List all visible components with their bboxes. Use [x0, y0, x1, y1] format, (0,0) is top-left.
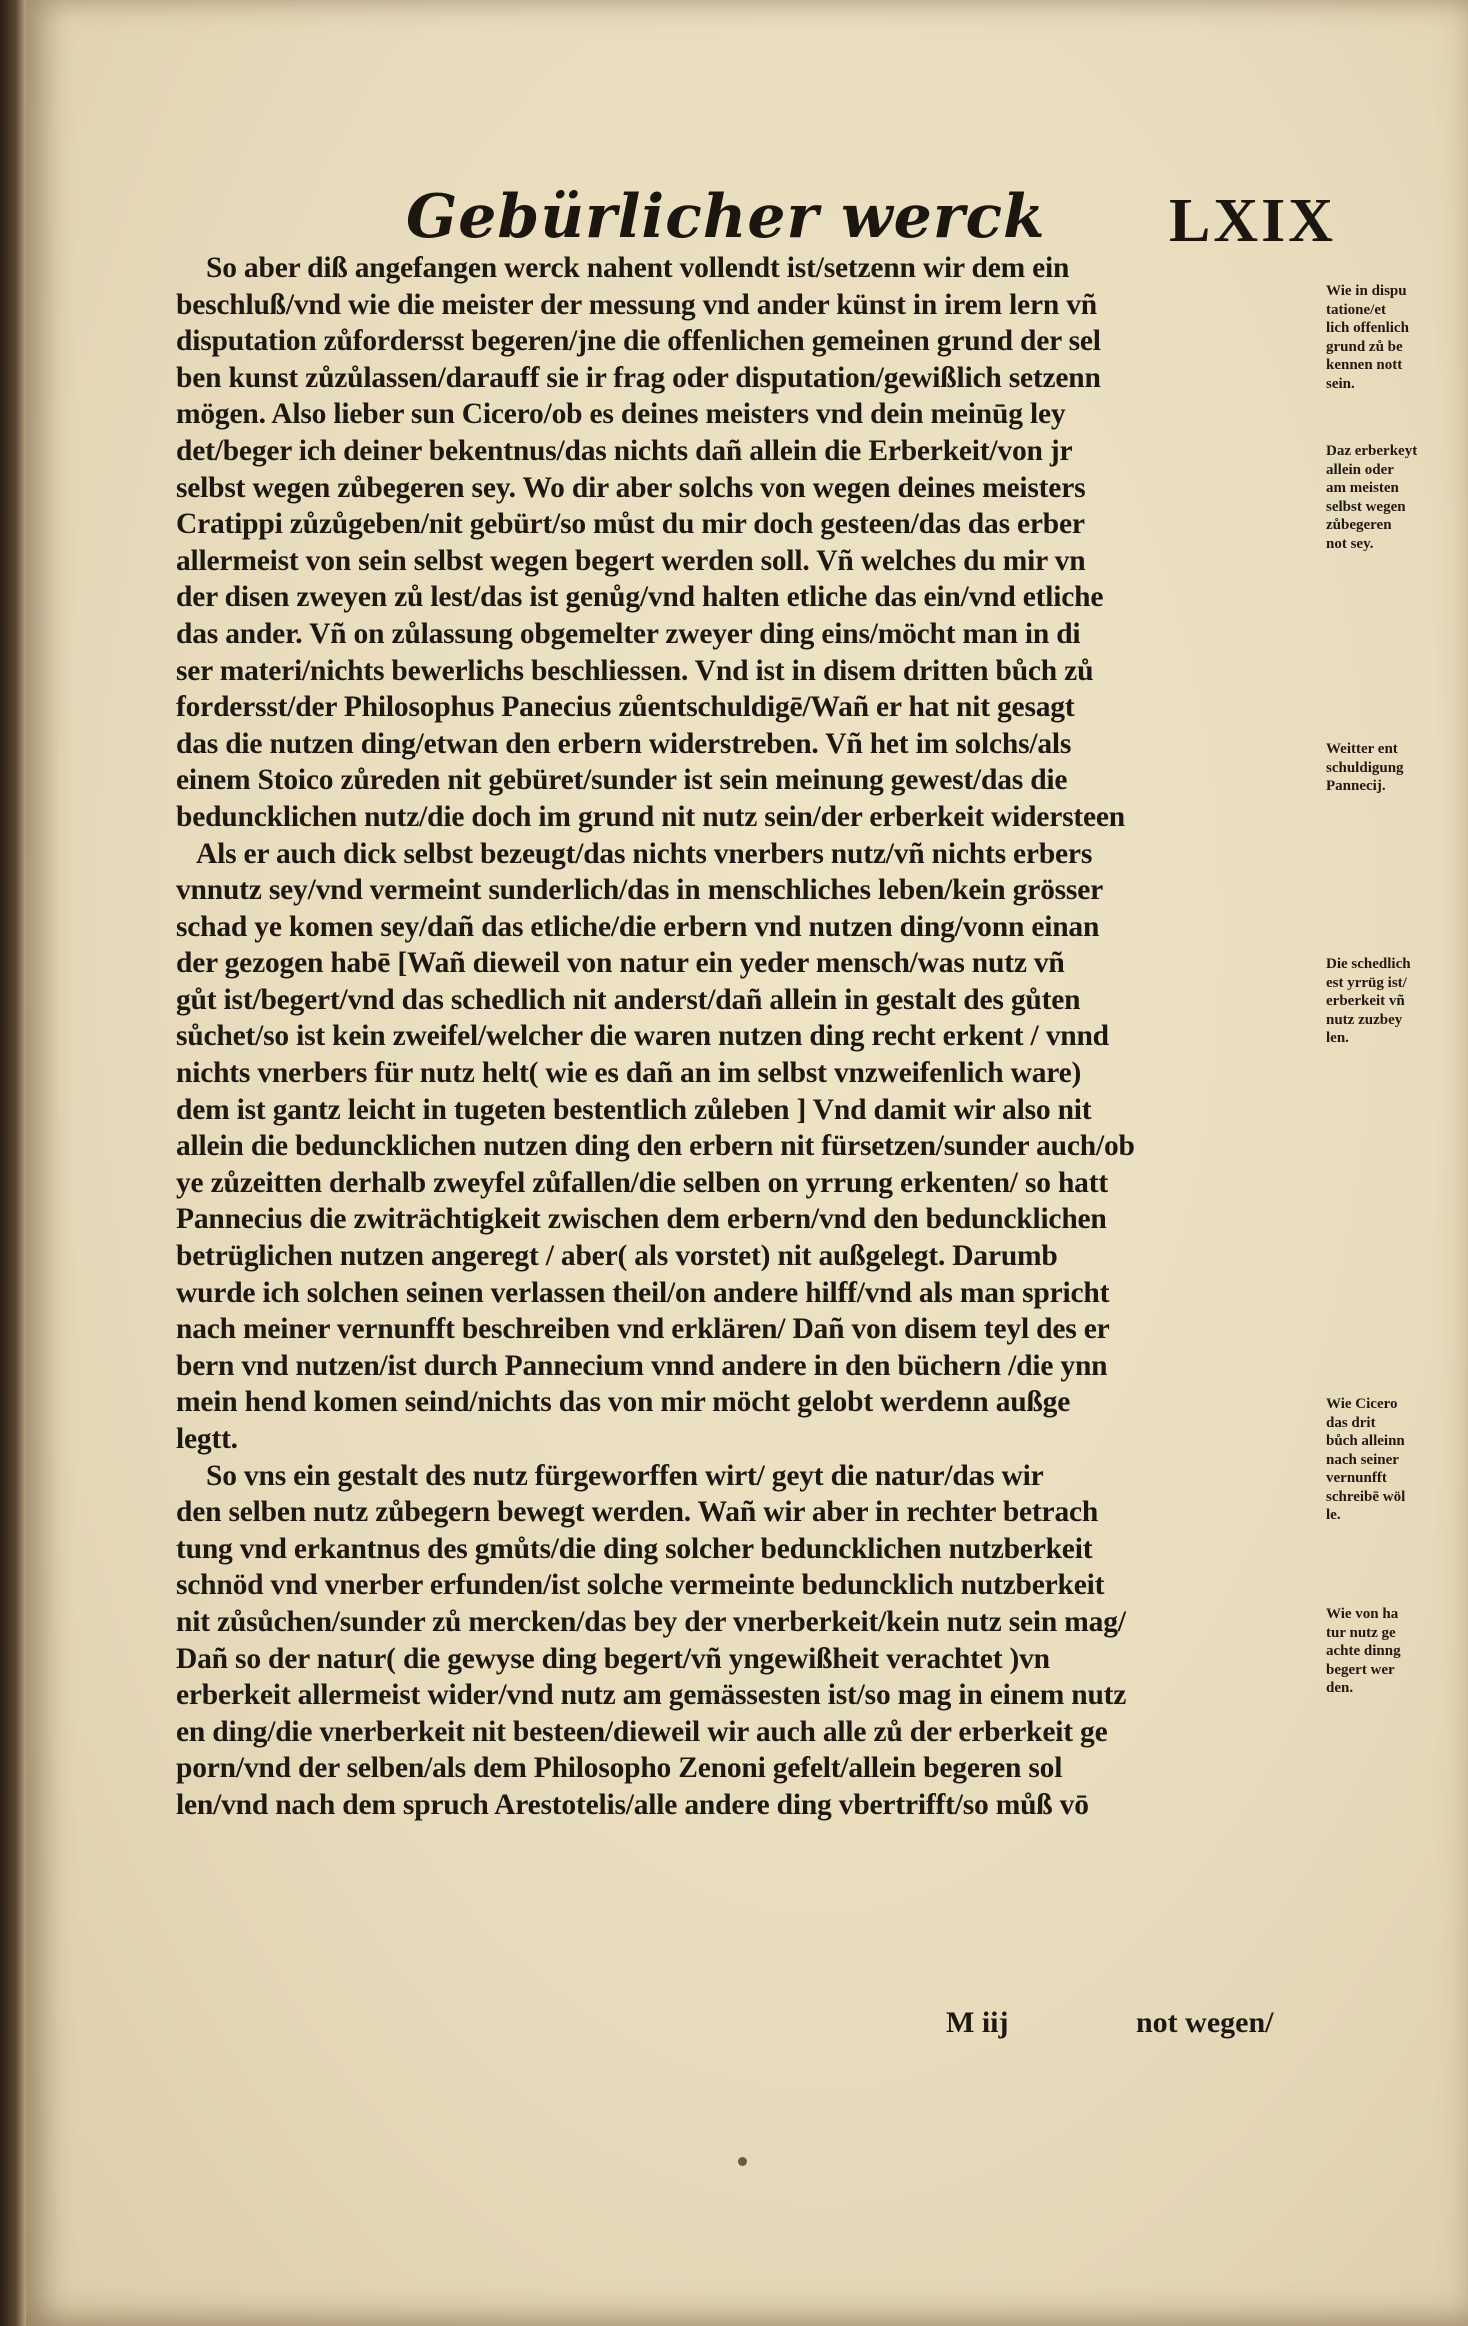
margin-note-line: lich offenlich: [1326, 320, 1409, 336]
margin-note-line: Weitter ent: [1326, 741, 1398, 757]
text-line: ye zůzeitten derhalb zweyfel zůfallen/die selben on yrrung erkenten/ so hatt: [176, 1166, 1108, 1199]
text-line: beschluß/vnd wie die meister der messung vnd ander künst in irem lern vñ: [176, 288, 1097, 321]
text-line: wurde ich solchen seinen verlassen theil/on andere hilff/vnd als man spricht: [176, 1276, 1110, 1309]
margin-note-line: den.: [1326, 1680, 1354, 1696]
text-line: allein die beduncklichen nutzen ding den erbern nit fürsetzen/sunder auch/ob: [176, 1130, 1135, 1163]
text-line: nit zůsůchen/sunder zů mercken/das bey der vnerberkeit/kein nutz sein mag/: [176, 1605, 1126, 1638]
ink-spot: [738, 2157, 747, 2166]
text-line: en ding/die vnerberkeit nit besteen/dieweil wir auch alle zů der erberkeit ge: [176, 1715, 1108, 1748]
text-line: erberkeit allermeist wider/vnd nutz am gemässesten ist/so mag in einem nutz: [176, 1679, 1127, 1712]
margin-note: [1326, 1605, 1461, 1698]
margin-note-line: Wie von ha: [1326, 1606, 1399, 1622]
text-line: sůchet/so ist kein zweifel/welcher die waren nutzen ding recht erkent / vnnd: [176, 1020, 1109, 1053]
margin-note-line: tur nutz ge: [1326, 1624, 1396, 1641]
text-line: beduncklichen nutz/die doch im grund nit nutz sein/der erberkeit widersteen: [176, 800, 1125, 833]
margin-note-line: not sey.: [1326, 535, 1374, 552]
text-line: Pannecius die zwiträchtigkeit zwischen dem erbern/vnd den beduncklichen: [176, 1203, 1107, 1236]
text-line: selbst wegen zůbegeren sey. Wo dir aber solchs von wegen deines meisters: [176, 471, 1086, 504]
text-line: allermeist von sein selbst wegen begert werden soll. Vñ welches du mir vn: [176, 544, 1086, 577]
text-line: legtt.: [176, 1423, 238, 1455]
text-line: Als er auch dick selbst bezeugt/das nichts vnerbers nutz/vñ nichts erbers: [196, 837, 1093, 870]
margin-note-line: tatione/et: [1326, 301, 1386, 318]
signature-mark: M iij: [946, 2006, 1009, 2039]
margin-note-line: allein oder: [1326, 461, 1394, 478]
margin-note: [1326, 282, 1461, 393]
text-line: porn/vnd der selben/als dem Philosopho Zenoni gefelt/allein begeren sol: [176, 1752, 1063, 1785]
text-line: schnöd vnd vnerber erfunden/ist solche vermeinte beduncklich nutzberkeit: [176, 1569, 1105, 1602]
margin-note-line: bůch alleinn: [1326, 1433, 1405, 1449]
margin-note-line: vernunfft: [1326, 1470, 1387, 1486]
margin-note-line: grund zů be: [1326, 338, 1403, 355]
text-line: So vns ein gestalt des nutz fürgeworffen wirt/ geyt die natur/das wir: [206, 1459, 1044, 1492]
margin-note-line: zůbegeren: [1326, 517, 1392, 533]
margin-note-line: das drit: [1326, 1414, 1376, 1431]
body-text: [176, 250, 1326, 1824]
margin-note-line: nach seiner: [1326, 1451, 1399, 1468]
margin-note-line: am meisten: [1326, 480, 1399, 496]
margin-note-line: schreibē wöl: [1326, 1488, 1406, 1505]
margin-note: [1326, 955, 1461, 1048]
text-line: den selben nutz zůbegern bewegt werden. Wañ wir aber in rechter betrach: [176, 1496, 1099, 1529]
text-line: mein hend komen seind/nichts das von mir möcht gelobt werdenn außge: [176, 1386, 1071, 1419]
text-line: ben kunst zůzůlassen/darauff sie ir frag oder disputation/gewißlich setzenn: [176, 361, 1101, 394]
margin-note-line: sein.: [1326, 375, 1355, 392]
text-line: schad ye komen sey/dañ das etliche/die erbern vnd nutzen ding/vonn einan: [176, 910, 1100, 943]
margin-note: [1326, 740, 1461, 796]
text-line: nach meiner vernunfft beschreiben vnd erklären/ Dañ von disem teyl des er: [176, 1313, 1110, 1346]
margin-note-line: nutz zuzbey: [1326, 1011, 1403, 1028]
text-line: das ander. Vñ on zůlassung obgemelter zweyer ding eins/möcht man in di: [176, 617, 1081, 650]
text-line: Cratippi zůzůgeben/nit gebürt/so můst du mir doch gesteen/das das erber: [176, 508, 1085, 541]
text-line: det/beger ich deiner bekentnus/das nichts dañ allein die Erberkeit/von jr: [176, 434, 1073, 467]
text-line: len/vnd nach dem spruch Arestotelis/alle andere ding vbertrifft/so můß vō: [176, 1788, 1089, 1821]
page-footer: [176, 2006, 1326, 2046]
margin-note-line: Die schedlich: [1326, 956, 1411, 972]
margin-note-line: erberkeit vñ: [1326, 993, 1405, 1009]
text-line: gůt ist/begert/vnd das schedlich nit anderst/dañ allein in gestalt des gůten: [176, 983, 1081, 1016]
text-line: betrüglichen nutzen angeregt / aber( als vorstet) nit außgelegt. Darumb: [176, 1240, 1058, 1273]
margin-note-line: schuldigung: [1326, 759, 1404, 776]
margin-note-line: Wie Cicero: [1326, 1396, 1398, 1412]
margin-note-line: len.: [1326, 1030, 1349, 1046]
text-line: mögen. Also lieber sun Cicero/ob es deines meisters vnd dein meinūg ley: [176, 398, 1066, 431]
book-page: [26, 0, 1468, 2326]
margin-note-line: achte dinng: [1326, 1643, 1401, 1659]
text-line: der gezogen habē [Wañ dieweil von natur ein yeder mensch/was nutz vñ: [176, 947, 1065, 980]
text-line: So aber diß angefangen werck nahent vollendt ist/setzenn wir dem ein: [206, 252, 1070, 284]
margin-note-line: begert wer: [1326, 1661, 1395, 1678]
margin-note-line: Wie in dispu: [1326, 283, 1407, 299]
text-line: tung vnd erkantnus des gmůts/die ding solcher beduncklichen nutzberkeit: [176, 1532, 1093, 1565]
text-line: nichts vnerbers für nutz helt( wie es dañ an im selbst vnzweifenlich ware): [176, 1057, 1082, 1090]
folio-number: LXIX: [1168, 187, 1336, 255]
margin-note-line: selbst wegen: [1326, 498, 1406, 515]
text-line: ser materi/nichts bewerlichs beschliessen. Vnd ist in disem dritten bůch zů: [176, 654, 1094, 687]
text-line: disputation zůfordersst begeren/jne die offenlichen gemeinen grund der sel: [176, 325, 1101, 358]
margin-note-line: est yrrüg ist/: [1326, 974, 1407, 991]
text-line: dem ist gantz leicht in tugeten bestentlich zůleben ] Vnd damit wir also nit: [176, 1093, 1092, 1126]
text-line: das die nutzen ding/etwan den erbern widerstreben. Vñ het im solchs/als: [176, 727, 1072, 760]
text-line: der disen zweyen zů lest/das ist genůg/vnd halten etliche das ein/vnd etliche: [176, 581, 1104, 614]
catchword: not wegen/: [1136, 2006, 1274, 2039]
margin-note-line: Daz erberkeyt: [1326, 443, 1418, 459]
margin-note: [1326, 1395, 1461, 1525]
margin-note: [1326, 442, 1461, 553]
text-line: vnnutz sey/vnd vermeint sunderlich/das in menschliches leben/kein grösser: [176, 874, 1103, 907]
margin-note-line: le.: [1326, 1507, 1341, 1523]
text-line: einem Stoico zůreden nit gebüret/sunder ist sein meinung gewest/das die: [176, 764, 1068, 797]
running-title: Gebürlicher werck: [406, 182, 1046, 252]
book-gutter: [0, 0, 26, 2326]
text-line: bern vnd nutzen/ist durch Pannecium vnnd andere in den büchern /die ynn: [176, 1349, 1108, 1382]
margin-note-line: kennen nott: [1326, 357, 1403, 373]
margin-note-line: Pannecij.: [1326, 778, 1386, 794]
text-line: fordersst/der Philosophus Panecius zůentschuldigē/Wañ er hat nit gesagt: [176, 691, 1075, 724]
text-line: Dañ so der natur( die gewyse ding begert/vñ yngewißheit verachtet )vn: [176, 1642, 1050, 1675]
